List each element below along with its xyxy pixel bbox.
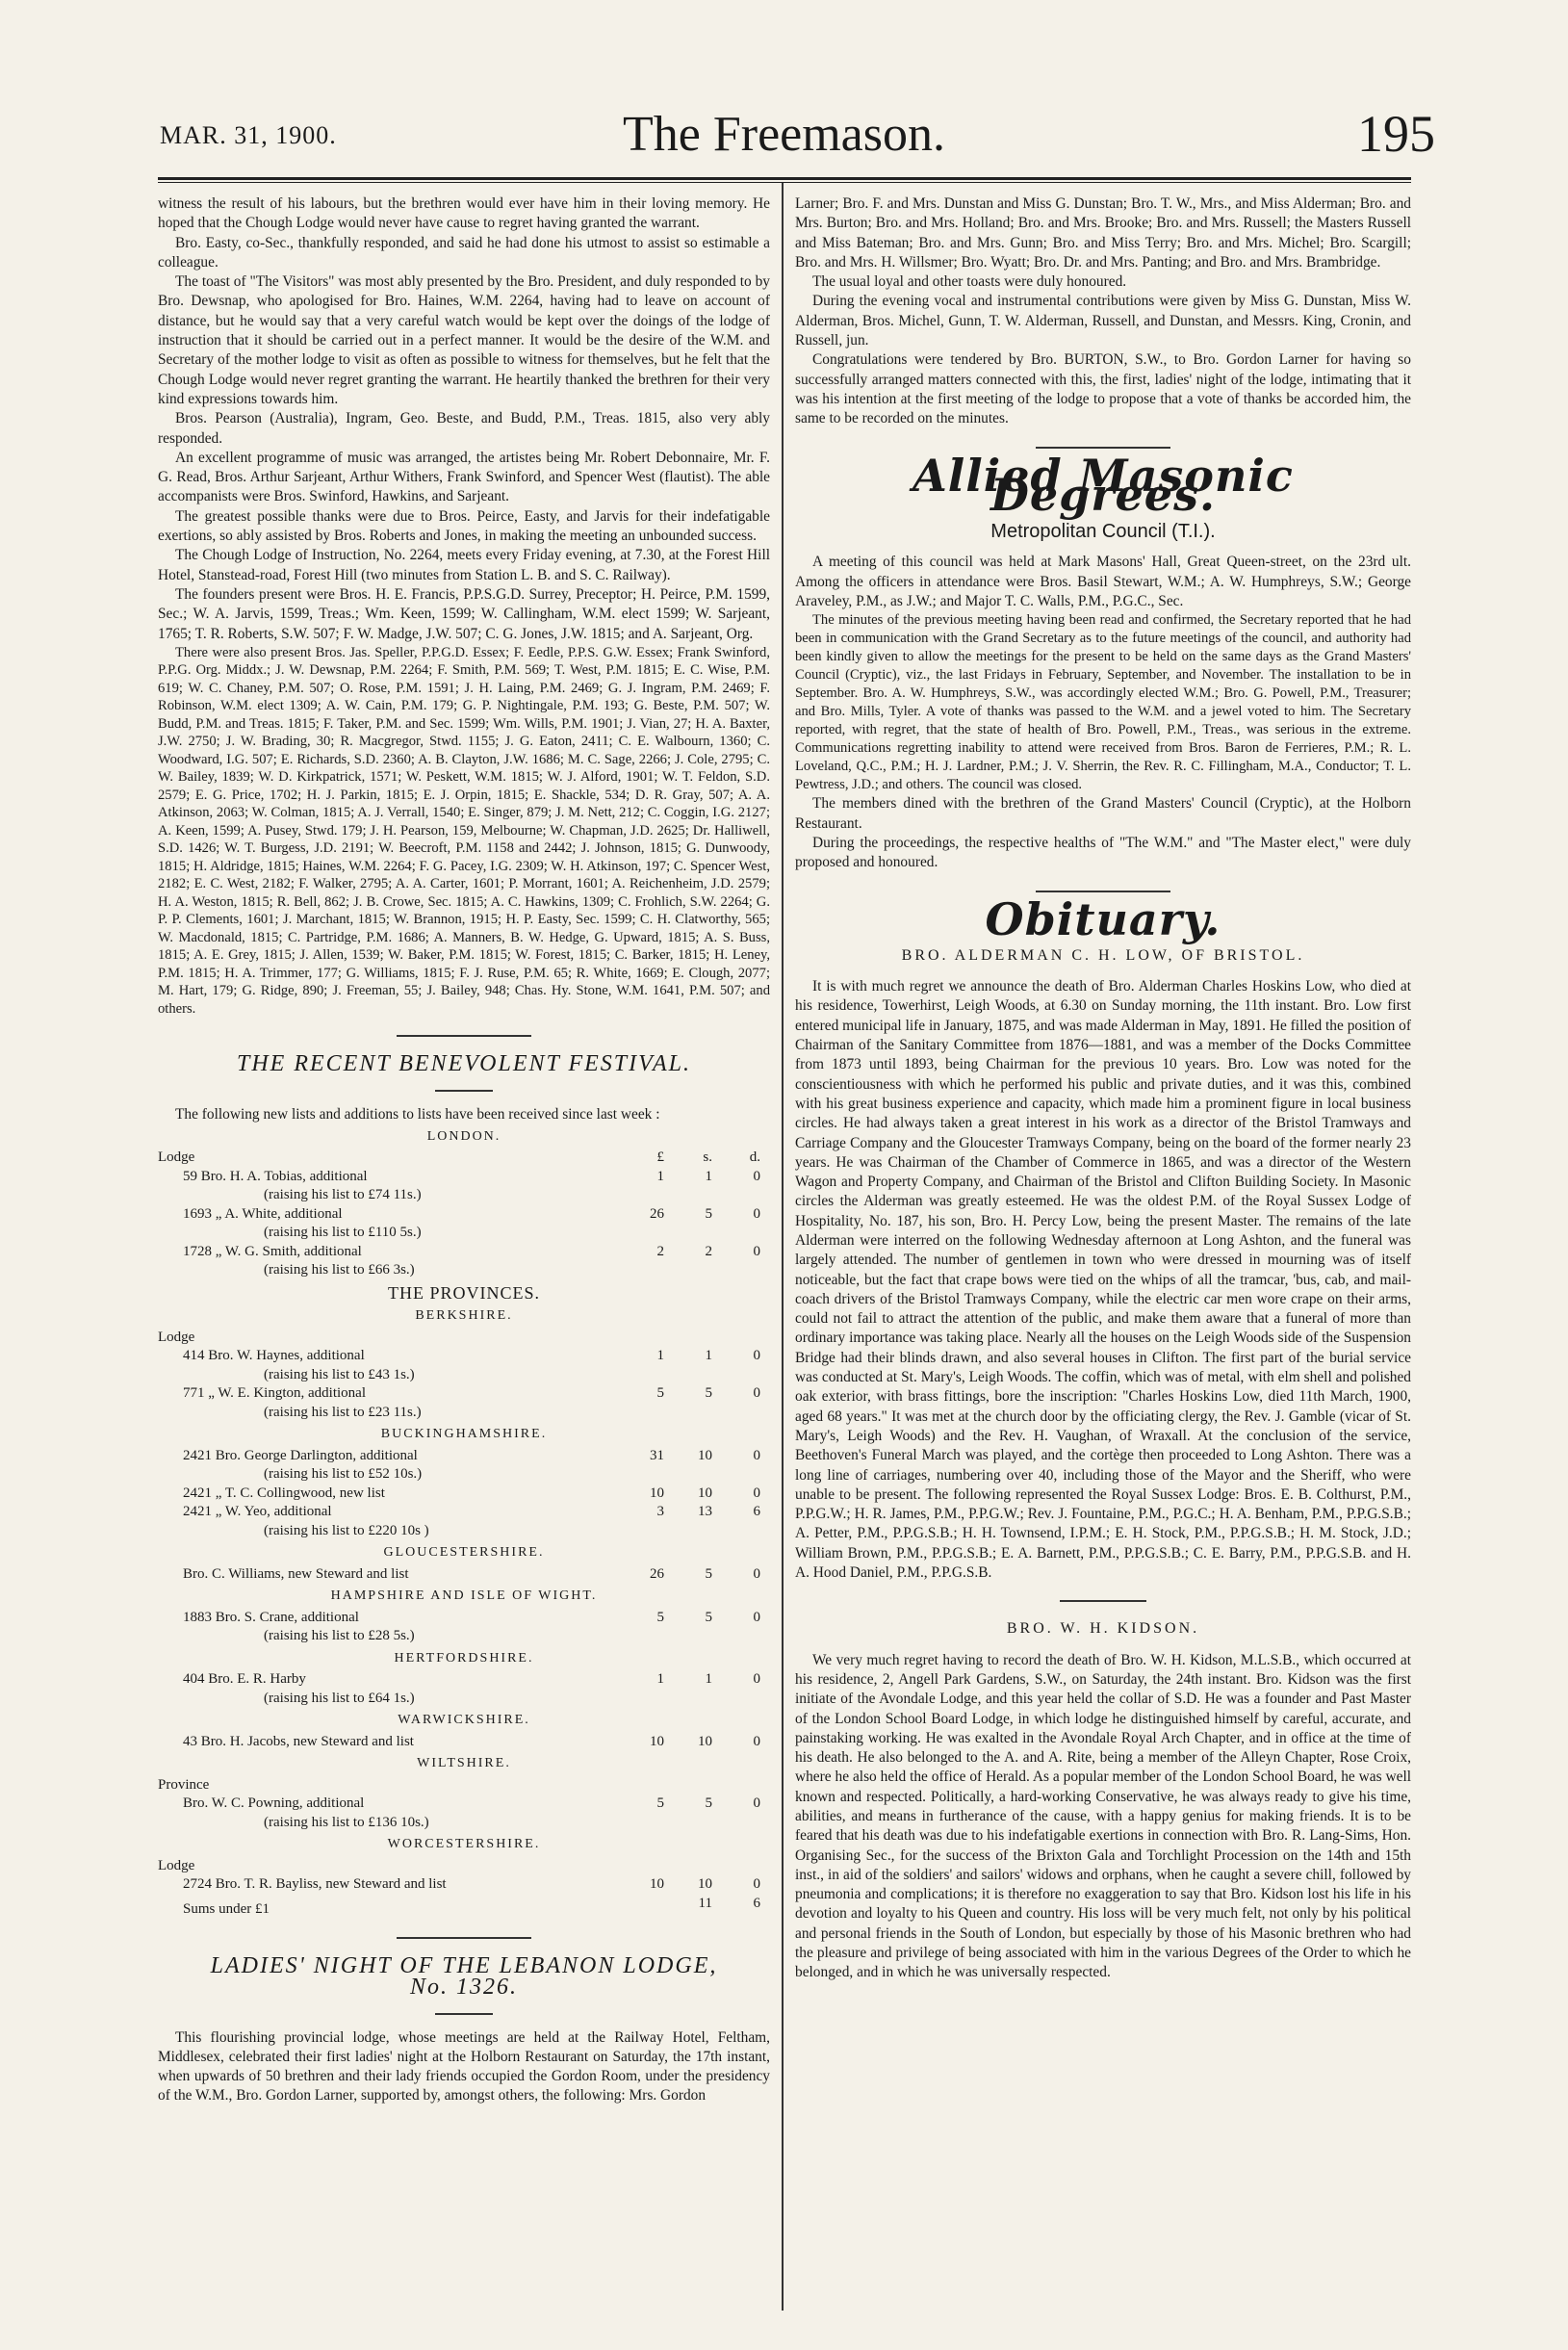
low-obituary-heading: BRO. ALDERMAN C. H. LOW, OF BRISTOL.: [901, 946, 1305, 964]
list-entry: 414 Bro. W. Haynes, additional: [183, 1348, 365, 1364]
london-rows: [158, 1168, 770, 1280]
right-column: [795, 194, 1411, 1983]
amount-shillings: 5: [705, 1385, 712, 1402]
shillings-header: s.: [703, 1149, 712, 1166]
amount-pounds: 10: [650, 1876, 664, 1893]
list-entry: Sums under £1: [183, 1901, 270, 1918]
paragraph: A meeting of this council was held at Mark Masons' Hall, Great Queen-street, on the 23rd ult. Among the officers in attendance were Bros. Basil Stewart, W.M.; A. W. Humphreys, S.W.; George Araveley, P.M., as J.W.; and Major T. C. Walls, P.M., P.G.C., Sec.: [795, 554, 1411, 610]
paragraph: witness the result of his labours, but the brethren would ever have him in their loving memory. He hoped that the Chough Lodge would never have cause to regret having granted the warrant.: [158, 195, 770, 232]
amount-pounds: 26: [650, 1205, 664, 1222]
ladies-night-lodge-number: No. 1326.: [409, 1975, 518, 2001]
region-heading: GLOUCESTERSHIRE.: [383, 1545, 545, 1561]
currency-headers: [635, 1149, 770, 1168]
list-entry-row: [158, 1895, 770, 1920]
amount-pounds: 3: [656, 1504, 664, 1520]
warks-rows: [158, 1733, 770, 1752]
amount-shillings: 1: [705, 1671, 712, 1688]
list-note: (raising his list to £23 11s.): [264, 1404, 422, 1420]
amount-shillings: 10: [698, 1733, 712, 1749]
paragraph: The founders present were Bros. H. E. Francis, P.P.S.G.D. Surrey, Preceptor; H. Peirce, P.M. 1599, Sec.; W. A. Jarvis, 1599, Treas.; Wm. Keen, 1599; W. Callingham, W.M. elect 1599; W. Sarjeant, 1765; T. R. Roberts, S.W. 507; F. W. Madge, J.W. 507; C. G. Jones, J.W. 1815; and A. Sarjeant, Org.: [158, 585, 770, 642]
list-entry-row: [158, 1503, 770, 1522]
list-entry-row: [158, 1205, 770, 1225]
chough-report: [158, 194, 770, 1018]
provinces-heading: THE PROVINCES.: [387, 1282, 540, 1303]
region-heading: WORCESTERSHIRE.: [387, 1837, 541, 1852]
list-entry-row: [158, 1384, 770, 1404]
list-entry-row: [158, 1565, 770, 1585]
amount: [635, 1168, 770, 1187]
amount-pounds: 26: [650, 1565, 664, 1582]
amount-pounds: [635, 1895, 664, 1914]
amount-pence: 0: [753, 1447, 760, 1463]
amount-shillings: 5: [705, 1795, 712, 1812]
list-note: (raising his list to £43 1s.): [264, 1366, 415, 1382]
page-number: 195: [1357, 105, 1435, 163]
list-entry-row: [158, 1670, 770, 1690]
list-entry-row: [158, 1447, 770, 1466]
amount-shillings: 5: [705, 1565, 712, 1582]
subscription-list: [158, 1127, 770, 1920]
paragraph: Larner; Bro. F. and Mrs. Dunstan and Miss G. Dunstan; Bro. T. W., Mrs., and Miss Alderman; Bro. and Mrs. Burton; Bro. and Mrs. Holland; Bro. and Mrs. Brooke; Bro. and Mrs. Russell; the Masters Russell and Miss Bateman; Bro. and Mrs. Gunn; Bro. and Miss Terry; Bro. and Mrs. Michel; Bro. Scargill; Bro. and Mrs. H. Willsmer; Bro. Wyatt; Bro. Dr. and Mrs. Panting; and Bro. and Mrs. Brambridge.: [795, 195, 1411, 271]
paragraph: The Chough Lodge of Instruction, No. 2264, meets every Friday evening, at 7.30, at the Forest Hill Hotel, Stanstead-road, Forest Hill (two minutes from Station L. B. and S. C. Railway).: [158, 547, 770, 583]
amount-shillings: 10: [698, 1485, 712, 1501]
amount-shillings: 5: [705, 1609, 712, 1625]
amount-shillings: 11: [698, 1895, 712, 1911]
amount-shillings: 1: [705, 1348, 712, 1364]
amount-pounds: 2: [656, 1243, 664, 1259]
region-heading: WILTSHIRE.: [417, 1756, 511, 1771]
section-rule: [1036, 447, 1170, 449]
list-note: (raising his list to £64 1s.): [264, 1690, 415, 1706]
section-rule: [1060, 1600, 1146, 1602]
list-note-row: [158, 1627, 770, 1646]
amount: [635, 1670, 770, 1690]
list-note-row: [158, 1224, 770, 1243]
lodge-label: Lodge: [158, 1329, 195, 1345]
berkshire-rows: [158, 1347, 770, 1422]
section-rule: [397, 1035, 531, 1037]
amount-shillings: 2: [705, 1243, 712, 1259]
pounds-header: £: [656, 1149, 664, 1166]
list-entry: 771 „ W. E. Kington, additional: [183, 1385, 366, 1402]
amount: [635, 1384, 770, 1404]
paragraph: Bros. Pearson (Australia), Ingram, Geo. Beste, and Budd, P.M., Treas. 1815, also very ably responded.: [158, 410, 770, 447]
paragraph: Congratulations were tendered by Bro. BURTON, S.W., to Bro. Gordon Larner for having so successfully arranged matters connected with this, the first, ladies' night of the lodge, intimating that it was his intention at the first meeting of the lodge to propose that a vote of thanks be accorded him, the same to be recorded on the minutes.: [795, 351, 1411, 427]
list-note: (raising his list to £74 11s.): [264, 1187, 422, 1203]
amount: [635, 1485, 770, 1504]
list-entry: Bro. C. Williams, new Steward and list: [183, 1565, 409, 1582]
festival-title: THE RECENT BENEVOLENT FESTIVAL.: [237, 1051, 691, 1077]
amount-shillings: 10: [698, 1876, 712, 1893]
amount-pence: 0: [753, 1168, 760, 1184]
list-note-row: [158, 1814, 770, 1833]
glos-rows: [158, 1565, 770, 1585]
kidson-obituary-heading: BRO. W. H. KIDSON.: [1006, 1620, 1200, 1638]
amount-pence: 0: [753, 1609, 760, 1625]
amount: [635, 1447, 770, 1466]
list-header-row: [158, 1149, 770, 1168]
amount-pence: 0: [753, 1205, 760, 1222]
paragraph: During the evening vocal and instrumental contributions were given by Miss G. Dunstan, Miss W. Alderman, Bros. Michel, Gunn, T. W. Alderman, Russell, and Dunstan, and Messrs. King, Cronin, and Russell, jun.: [795, 293, 1411, 349]
list-note: (raising his list to £66 3s.): [264, 1262, 415, 1278]
list-entry-row: [158, 1168, 770, 1187]
amount-pence: 0: [753, 1876, 760, 1893]
left-column: [158, 194, 770, 2106]
paragraph: An excellent programme of music was arranged, the artistes being Mr. Robert Debonnaire, Mr. F. G. Read, Bros. Arthur Sarjeant, Arthur Withers, Frank Swinford, and Spencer West (flautist). The able accompanists were Bros. Swinford, Hawkins, and Sarjeant.: [158, 449, 770, 505]
worcs-rows: [158, 1875, 770, 1920]
paragraph: We very much regret having to record the death of Bro. W. H. Kidson, M.L.S.B., which occurred at his residence, 2, Angell Park Gardens, S.W., on Saturday, the 24th instant. Bro. Kidson was the first initiate of the Avondale Lodge, and this year held the collar of S.D. He was a founder and Past Master of the London School Board Lodge, in which lodge he distinguished himself by careful, accurate, and painstaking working. He was exalted in the Avondale Royal Arch Chapter, and in office at the time of his death. He also belonged to the A. and A. Rite, being a member of the Alleyn Chapter, Rose Croix, where he also held the office of Herald. As a popular member of the London School Board, he was well known and respected. Politically, a hard-working Conservative, he was always ready to give his time, abilities, and means in furtherance of the cause, with a happy genius for making friends. It is to be feared that his death was due to his indefatigable exertions in connection with Bro. R. Lang-Sims, Hon. Organising Sec., for the success of the Brixton Gala and Torchlight Procession on the 14th and 15th inst., in aid of the soldiers' and sailors' widows and orphans, when he caught a severe chill, followed by pneumonia and complications; it is therefore no exaggeration to say that Bro. Kidson lost his life in his devotion and loyalty to his Queen and country. His loss will be very much felt, not only by his political and personal friends in the South of London, but especially by those of his Masonic brethren who had the pleasure and privilege of being associated with him in the various Degrees of the Order to which he belonged, and in which he was universally respected.: [795, 1651, 1411, 1981]
paragraph: The members dined with the brethren of the Grand Masters' Council (Cryptic), at the Holborn Restaurant.: [795, 795, 1411, 832]
amount: [635, 1565, 770, 1585]
amount: [635, 1795, 770, 1814]
paragraph: The minutes of the previous meeting having been read and confirmed, the Secretary reported that he had been in communication with the Grand Secretary as to the future meetings of the council, and authority had been kindly given to allow the meetings for the present to be held on the same days as the Grand Masters' Council (Cryptic), viz., the last Fridays in February, September, and November. The installation to be in September. Bro. A. W. Humphreys, S.W., was accordingly elected W.M.; Bro. G. Powell, P.M., Treasurer; and Bro. Mills, Tyler. A vote of thanks was passed to the W.M. and a jewel voted to him. The Secretary reported, with regret, that the state of health of Bro. Powell, P.M., Treas., was serious in the extreme. Communications regretting inability to attend were received from Bros. Baron de Ferrieres, P.M.; R. L. Loveland, Q.C., P.M.; H. J. Lardner, P.M.; J. V. Sherrin, the Rev. R. C. Fillingham, M.A., Conductor; T. L. Pewtress, J.D.; and others. The council was closed.: [795, 612, 1411, 793]
list-entry-row: [158, 1795, 770, 1814]
amount-shillings: 5: [705, 1205, 712, 1222]
list-note: (raising his list to £220 10s ): [264, 1522, 429, 1538]
list-entry-row: [158, 1875, 770, 1895]
amount: [635, 1347, 770, 1366]
list-entry: 1883 Bro. S. Crane, additional: [183, 1609, 359, 1625]
amount-pence: 0: [753, 1243, 760, 1259]
list-entry: 2421 „ W. Yeo, additional: [183, 1504, 332, 1520]
amount: [635, 1205, 770, 1225]
festival-intro: The following new lists and additions to lists have been received since last week :: [175, 1105, 660, 1123]
allied-degrees-heading: Allied Masonic Degrees.: [913, 449, 1294, 521]
list-entry-row: [158, 1485, 770, 1504]
paragraph: Bro. Easty, co-Sec., thankfully responded, and said he had done his utmost to assist so estimable a colleague.: [158, 234, 770, 271]
list-entry: 1728 „ W. G. Smith, additional: [183, 1243, 362, 1259]
list-entry: 1693 „ A. White, additional: [183, 1205, 343, 1222]
list-header-row: [158, 1857, 770, 1876]
amount-pounds: 10: [650, 1733, 664, 1749]
list-note-row: [158, 1465, 770, 1485]
list-entry-row: [158, 1609, 770, 1628]
region-heading: BERKSHIRE.: [415, 1308, 513, 1324]
amount: [635, 1243, 770, 1262]
amount: [635, 1895, 770, 1914]
lodge-label: Lodge: [158, 1857, 195, 1873]
section-rule: [1036, 891, 1170, 892]
amount-pence: 0: [753, 1385, 760, 1402]
list-entry-row: [158, 1347, 770, 1366]
list-note-row: [158, 1522, 770, 1541]
amount-pounds: 1: [656, 1348, 664, 1364]
column-divider: [782, 183, 784, 2311]
lodge-label: Lodge: [158, 1149, 195, 1166]
wilts-rows: [158, 1795, 770, 1832]
section-rule: [397, 1937, 531, 1939]
herts-rows: [158, 1670, 770, 1708]
list-entry: 404 Bro. E. R. Harby: [183, 1671, 306, 1688]
amount-pounds: 5: [656, 1609, 664, 1625]
region-heading: HAMPSHIRE AND ISLE OF WIGHT.: [330, 1588, 598, 1604]
paragraph: During the proceedings, the respective healths of "The W.M." and "The Master elect," were duly proposed and honoured.: [795, 834, 1411, 871]
list-note-row: [158, 1404, 770, 1423]
header-rule-thin: [158, 182, 1411, 183]
masthead-title: The Freemason.: [622, 107, 945, 162]
amount-pounds: 5: [656, 1795, 664, 1812]
issue-date: MAR. 31, 1900.: [160, 121, 337, 149]
region-heading: BUCKINGHAMSHIRE.: [380, 1427, 548, 1442]
list-note: (raising his list to £28 5s.): [264, 1628, 415, 1644]
region-heading: HERTFORDSHIRE.: [394, 1650, 534, 1666]
amount-pence: 0: [753, 1795, 760, 1812]
amount-pence: 0: [753, 1565, 760, 1582]
section-rule: [435, 1090, 493, 1092]
amount-pence: 6: [753, 1895, 760, 1911]
paragraph: This flourishing provincial lodge, whose meetings are held at the Railway Hotel, Feltham, Middlesex, celebrated their first ladies' night at the Holborn Restaurant on Saturday, the 17th instant, when upwards of 50 brethren and their lady friends occupied the Gordon Room, under the presidency of the W.M., Bro. Gordon Larner, supported by, amongst others, the following: Mrs. Gordon: [158, 2028, 770, 2105]
paragraph: There were also present Bros. Jas. Speller, P.P.G.D. Essex; F. Eedle, P.P.S. G.W. Essex; Frank Swinford, P.P.G. Org. Middx.; J. W. Dewsnap, P.M. 2264; F. Smith, P.M. 569; T. West, P.M. 1815; E. C. Wise, P.M. 619; W. C. Chaney, P.M. 507; O. Rose, P.M. 1591; J. H. Laing, P.M. 2469; G. J. Ingram, P.M. 2469; F. Robinson, W.M. elect 1309; A. W. Cain, P.M. 179; G. P. Nightingale, P.M. 193; G. Beste, P.M. 507; W. Budd, P.M. and Treas. 1815; F. Taker, P.M. and Sec. 1599; Wm. Wills, P.M. 1901; J. Vian, 27; H. A. Baxter, J.W. 2750; J. W. Brading, 30; R. Macgregor, Stwd. 1155; J. G. Eaton, 2411; C. E. Walbourn, 1360; C. Woodward, I.G. 507; E. Richards, S.D. 2360; A. B. Clayton, J.W. 1686; M. C. Sage, 2266; J. Cole, 2795; C. W. Bailey, 1839; W. D. Kirkpatrick, 1571; W. Peskett, W.M. 1815; W. J. Alford, 1901; W. T. Feldon, S.D. 2579; E. G. Price, 1702; H. J. Parkin, 1815; E. J. Orpin, 1815; E. Shackle, 534; D. R. Gray, 507; A. A. Atkinson, 2063; W. Colman, 1815; A. J. Verrall, 1540; E. Singer, 879; J. M. Nett, 212; C. Coggin, I.G. 2127; A. Keen, 1599; A. Pusey, Stwd. 179; J. H. Pearson, 159, Melbourne; W. Chapman, J.D. 2625; Dr. Halliwell, S.D. 1426; W. T. Burgess, J.D. 2191; W. Beecroft, P.M. 1158 and 2442; J. Johnson, 1815; G. Dunwoody, 1815; H. Aldridge, 1815; Haines, W.M. 2264; F. G. Pacey, I.G. 2309; W. H. Atkinson, 197; C. Spencer West, 2182; E. C. West, 2182; F. Walker, 2795; A. A. Carter, 1601; P. Morrant, 1601; A. Reichenheim, J.D. 2579; H. A. Weston, 1815; R. Bell, 862; J. B. Crowe, Sec. 1815; A. C. Hawkins, 1309; C. Frohlich, S.W. 2264; G. P. P. Clements, 1601; J. Marchant, 1815; W. Brannon, 1915; H. P. Easty, Sec. 1599; C. H. Clatworthy, 565; W. Macdonald, 1815; C. Partridge, P.M. 1686; A. Manners, B. W. Hedge, G. Upward, 1815; A. S. Buss, 1815; A. E. Grey, 1815; J. Allen, 1539; W. Baker, P.M. 1815; W. Forest, 1815; C. Barker, 1815; H. Leney, P.M. 1815; H. A. Trimmer, 177; G. Williams, 1815; F. J. Ruse, P.M. 65; R. White, 1669; E. Clough, 2077; M. Hart, 179; G. Ridge, 890; J. Freeman, 55; J. Bailey, 948; Chas. Hy. Stone, W.M. 1641, P.M. 507; and others.: [158, 644, 770, 1017]
list-note-row: [158, 1690, 770, 1709]
list-note-row: [158, 1261, 770, 1280]
amount-pounds: 1: [656, 1671, 664, 1688]
paragraph: The greatest possible thanks were due to Bros. Peirce, Easty, and Jarvis for their indefatigable exertions, so ably assisted by Bros. Roberts and Jones, in making the meeting an unbounded success.: [158, 507, 770, 545]
amount-shillings: 10: [698, 1447, 712, 1463]
amount-pence: 0: [753, 1671, 760, 1688]
list-header-row: [158, 1329, 770, 1348]
amount-shillings: 1: [705, 1168, 712, 1184]
list-note: (raising his list to £136 10s.): [264, 1814, 429, 1830]
list-note-row: [158, 1366, 770, 1385]
paragraph: The usual loyal and other toasts were duly honoured.: [812, 273, 1127, 291]
list-note: (raising his list to £52 10s.): [264, 1466, 423, 1483]
hants-rows: [158, 1609, 770, 1646]
metropolitan-council-heading: Metropolitan Council (T.I.).: [990, 521, 1216, 543]
amount-pounds: 5: [656, 1385, 664, 1402]
list-note-row: [158, 1186, 770, 1205]
amount-pounds: 1: [656, 1168, 664, 1184]
amount-pence: 0: [753, 1733, 760, 1749]
amount-pounds: 31: [650, 1447, 664, 1463]
bucks-rows: [158, 1447, 770, 1541]
province-label: Province: [158, 1776, 210, 1793]
list-entry: 2421 „ T. C. Collingwood, new list: [183, 1485, 385, 1501]
amount-pounds: 10: [650, 1485, 664, 1501]
pence-header: d.: [749, 1149, 760, 1166]
list-entry: 2724 Bro. T. R. Bayliss, new Steward and list: [183, 1876, 447, 1893]
list-note: (raising his list to £110 5s.): [264, 1225, 422, 1241]
header-rule: [158, 177, 1411, 180]
ladies-night-title: LADIES' NIGHT OF THE LEBANON LODGE,: [210, 1952, 718, 1978]
paragraph: The toast of "The Visitors" was most ably presented by the Bro. President, and duly responded to by Bro. Dewsnap, who apologised for Bro. Haines, W.M. 2264, having had to leave on account of distance, but he would say that a very careful watch would be kept over the doings of the lodge of instruction that it should be carried out in a perfect manner. It would be the desire of the W.M. and Secretary of the mother lodge to visit as often as possible to witness for themselves, but he felt that the Chough Lodge would never regret granting the warrant. He heartily thanked the brethren for their very kind expressions towards him.: [158, 273, 770, 407]
obituary-heading: Obituary.: [985, 892, 1221, 945]
region-heading: WARWICKSHIRE.: [398, 1713, 530, 1728]
list-entry: 2421 Bro. George Darlington, additional: [183, 1447, 418, 1463]
list-entry: Bro. W. C. Powning, additional: [183, 1795, 365, 1812]
amount: [635, 1875, 770, 1895]
amount-pence: 6: [753, 1504, 760, 1520]
amount: [635, 1733, 770, 1752]
amount-shillings: 13: [698, 1504, 712, 1520]
section-rule: [435, 2013, 493, 2015]
list-entry: 43 Bro. H. Jacobs, new Steward and list: [183, 1733, 414, 1749]
list-entry-row: [158, 1243, 770, 1262]
region-heading: LONDON.: [426, 1128, 501, 1144]
list-entry-row: [158, 1733, 770, 1752]
amount-pence: 0: [753, 1348, 760, 1364]
amount: [635, 1503, 770, 1522]
amount: [635, 1609, 770, 1628]
list-header-row: [158, 1776, 770, 1795]
amount-pence: 0: [753, 1485, 760, 1501]
paragraph: It is with much regret we announce the death of Bro. Alderman Charles Hoskins Low, who died at his residence, Towerhirst, Leigh Woods, at 6.30 on Sunday morning, the 11th instant. Bro. Low first entered municipal life in January, 1875, and was made Alderman in May, 1891. He filled the position of Chairman of the Sanitary Committee from 1876—1881, and was a member of the Docks Committee from 1873 until 1893, being Chairman for the previous 10 years. Bro. Low was noted for the conscientiousness with which he performed his public and private duties, and it was this, combined with his great business experience and capacity, which made him a prominent figure in local business circles. He had always taken a great interest in his work as a director of the Bristol Tramways and Carriage Company and the Gloucester Tramways Company, being on the board of the former nearly 23 years. He was Chairman of the Chamber of Commerce in 1865, and was a director of the Western Wagon and Property Company, and Chairman of the Bristol and Clifton Building Society. In Masonic circles the Alderman was greatly esteemed. He was the oldest P.M. of the Royal Sussex Lodge of Hospitality, No. 187, his son, Bro. H. Percy Low, being the present Master. The remains of the late Alderman were interred on the following Wednesday afternoon at Long Ashton, and the funeral was largely attended. The number of gentlemen in town who were dressed in mourning was of itself noticeable, but the fact that crape bows were tied on the whips of all the tramcar, 'bus, cab, and mail-coach drivers of the Bristol Tramways Company, while the electric car men wore crape on their arms, could not fail to attract the attention of the public, and make them aware that a funeral of more than ordinary importance was taking place. Nearly all the houses on the Leigh Woods side of the Suspension Bridge had their blinds drawn, and also several houses in Clifton. The first part of the burial service was conducted at St. Mary's, Leigh Woods. The coffin, which was of metal, with elm shell and polished oak exterior, with brass fittings, bore the inscription: "Charles Hoskins Low, died 11th March, 1900, aged 68 years." It was met at the church door by the officiating clergy, the Rev. J. Gamble (vicar of St. Mary's, Leigh Woods) and the Rev. H. Vaughan, of Wraxall. At the conclusion of the service, Beethoven's Funeral March was played, and the cortège then proceeded to Long Ashton. There was a long line of carriages, numbering over 40, including those of the Mayor and the Sheriff, who were unable to be present. The following represented the Royal Sussex Lodge: Bros. E. B. Colthurst, P.M., P.P.G.W.; H. R. James, P.M., P.P.G.W.; Rev. J. Fountaine, P.M., P.G.C.; H. A. Benham, P.M., P.P.G.S.B.; A. Petter, P.M., P.P.G.S.B.; H. H. Townsend, I.P.M.; E. H. Stock, P.M., P.P.G.S.B.; H. M. Stock, J.D.; William Brown, P.M., P.P.G.S.B.; E. A. Barnett, P.M., P.P.G.S.B.; C. E. Barry, P.M., P.P.G.S.B. and H. A. Hood Daniel, P.M., P.P.G.S.B.: [795, 978, 1411, 1582]
list-entry: 59 Bro. H. A. Tobias, additional: [183, 1168, 368, 1184]
